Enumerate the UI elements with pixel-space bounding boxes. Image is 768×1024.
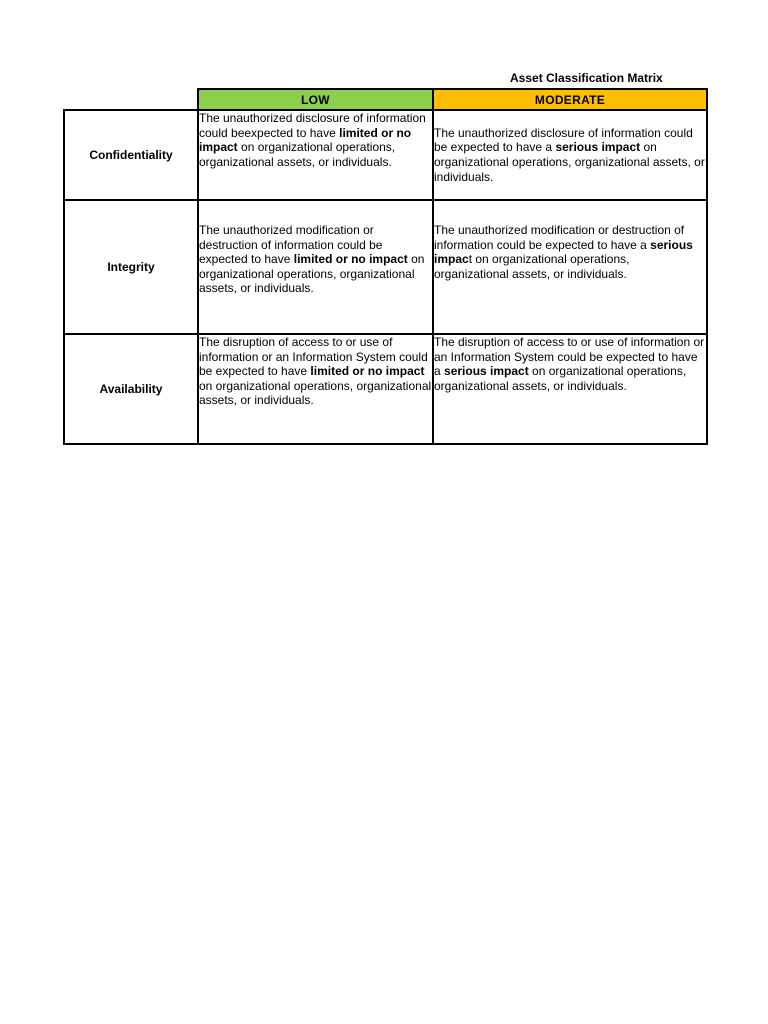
cell-text: t on organizational operations, organizational assets, or individuals. (434, 252, 630, 281)
cell-integrity-low (198, 200, 433, 334)
header-row (64, 89, 707, 110)
row-label-availability: Availability (64, 334, 198, 444)
row-label-confidentiality: Confidentiality (64, 110, 198, 200)
impact-level-text: serious impac (434, 237, 693, 267)
cell-confidentiality-moderate (433, 110, 707, 200)
impact-level-text: serious impact (555, 140, 641, 155)
cell-text: on organizational operations, organizational assets, or individuals. (199, 140, 396, 169)
cell-text: on organizational operations, organizational assets, or individuals. (434, 140, 705, 184)
table-row-availability (64, 334, 707, 444)
cell-text: The disruption of access to or use of information or an Information System could be expected to have a (434, 335, 705, 379)
impact-level-text: serious impact (444, 364, 529, 379)
cell-availability-low (198, 334, 433, 444)
column-header-moderate: MODERATE (433, 89, 707, 110)
impact-level-text: limited or no impact (310, 364, 425, 379)
cell-availability-moderate (433, 334, 707, 444)
cell-text: The unauthorized modification or destruction of information could be expected to have a (434, 223, 685, 252)
cell-text: on organizational operations, organizational assets, or individuals. (199, 378, 432, 408)
cell-text: The disruption of access to or use of information or an Information System could be expected to have (199, 335, 428, 379)
cell-text: The unauthorized modification or destruction of information could be expected to have (199, 223, 383, 267)
cell-integrity-moderate (433, 200, 707, 334)
table-row-confidentiality (64, 110, 707, 200)
matrix-title: Asset Classification Matrix (510, 71, 663, 85)
impact-level-text: limited or no impact (293, 252, 408, 267)
asset-classification-table (63, 88, 708, 445)
cell-text: The unauthorized disclosure of information could beexpected to have (199, 111, 426, 140)
empty-corner-cell (64, 89, 198, 110)
impact-level-text: limited or no impact (199, 125, 412, 155)
row-label-integrity: Integrity (64, 200, 198, 334)
cell-text: on organizational operations, organizational assets, or individuals. (199, 252, 425, 296)
column-header-low: LOW (198, 89, 433, 110)
cell-text: The unauthorized disclosure of information could be expected to have a (434, 125, 693, 155)
table-row-integrity (64, 200, 707, 334)
cell-text: on organizational operations, organizational assets, or individuals. (434, 364, 687, 393)
cell-confidentiality-low (198, 110, 433, 200)
